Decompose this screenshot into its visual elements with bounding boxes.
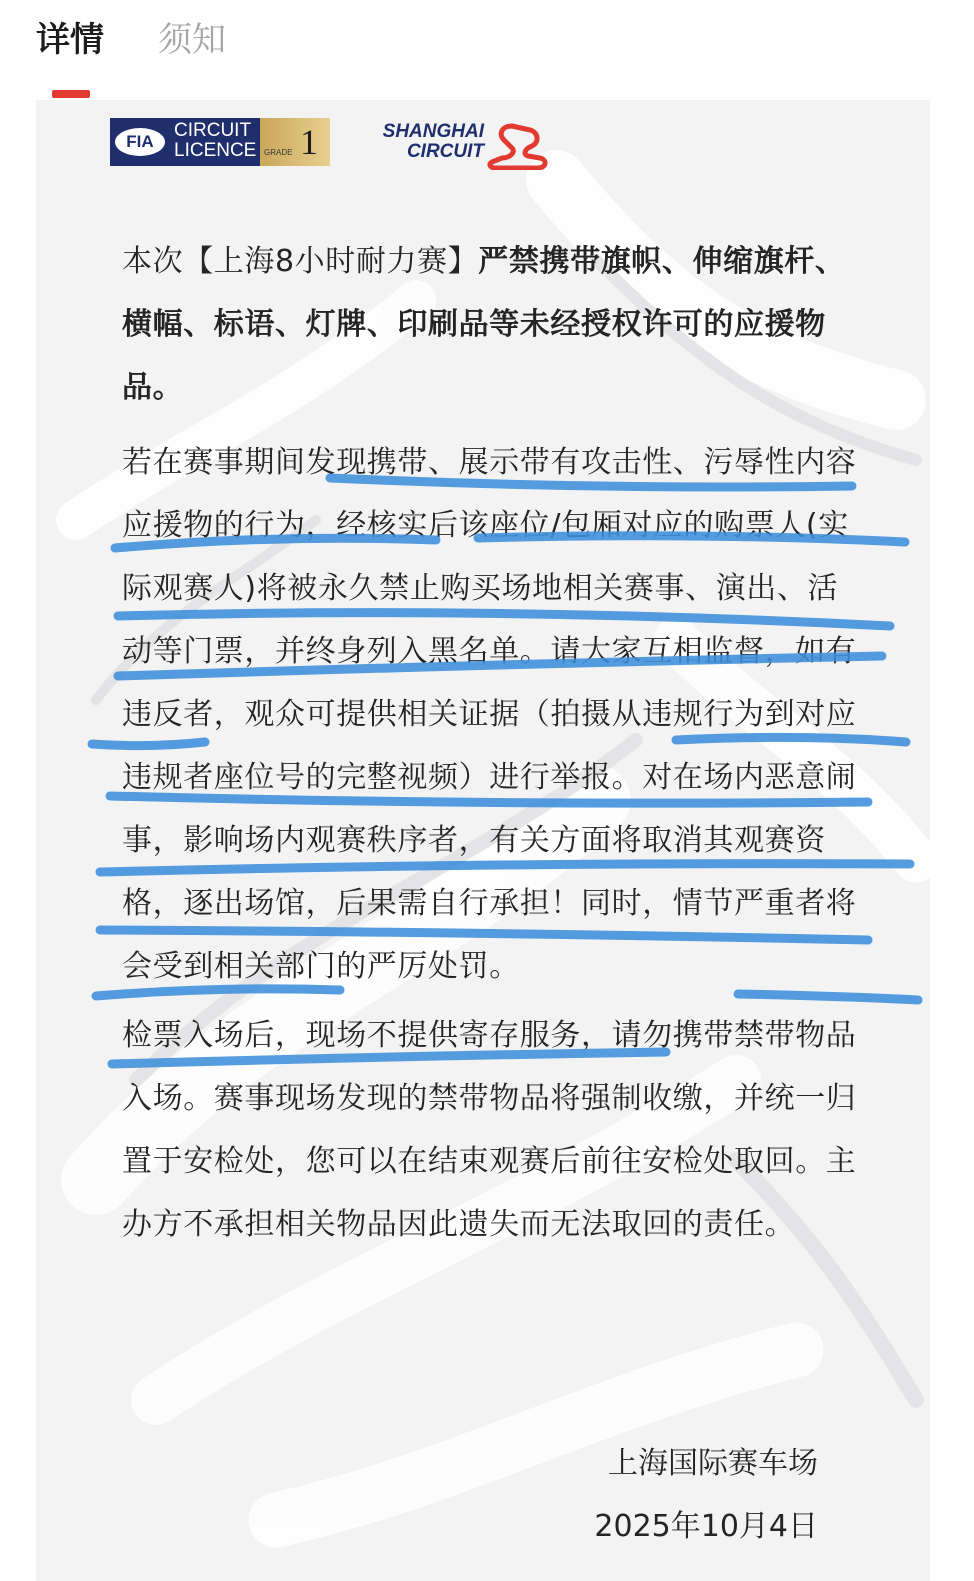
tab-notice[interactable]: 须知 <box>158 20 226 60</box>
notice-image <box>36 100 930 1581</box>
tab-details[interactable]: 详情 <box>36 20 104 60</box>
fia-licence-text: CIRCUIT LICENCE <box>174 120 257 161</box>
notice-paragraph-3: 检票入场后，现场不提供寄存服务，请勿携带禁带物品入场。赛事现场发现的禁带物品将强制收缴，并统一归置于安检处，您可以在结束观赛后前往安检处取回。主办方不承担相关物品因此遗失而无法取回的责任。 <box>122 1018 857 1242</box>
tab-active-indicator <box>52 90 90 98</box>
notice-paragraph-1: 本次【上海8小时耐力赛】严禁携带旗帜、伸缩旗杆、横幅、标语、灯牌、印刷品等未经授权许可的应援物品。 <box>122 244 846 405</box>
fia-licence-badge <box>110 118 330 166</box>
grade-number: 1 <box>300 122 318 162</box>
fia-logo: FIA <box>115 128 165 156</box>
grade-label: GRADE <box>264 148 293 157</box>
signature-organization: 上海国际赛车场 <box>608 1446 818 1481</box>
logo-row <box>110 118 560 172</box>
circuit-track-icon <box>482 120 552 170</box>
signature-date: 2025年10月4日 <box>594 1509 818 1544</box>
notice-content <box>122 230 862 1256</box>
signature-block <box>594 1432 818 1558</box>
shanghai-circuit-logo: SHANGHAI CIRCUIT <box>366 120 556 170</box>
tab-bar <box>0 0 974 100</box>
notice-paragraph-2: 若在赛事期间发现携带、展示带有攻击性、污辱性内容应援物的行为，经核实后该座位/包厢对应的购票人(实际观赛人)将被永久禁止购买场地相关赛事、演出、活动等门票，并终身列入黑名单。请大家互相监督，如有违反者，观众可提供相关证据（拍摄从违规行为到对应违规者座位号的完整视频）进行举报。对在场内恶意闹事，影响场内观赛秩序者，有关方面将取消其观赛资格，逐出场馆，后果需自行承担！同时，情节严重者将会受到相关部门的严厉处罚。 <box>122 445 857 984</box>
